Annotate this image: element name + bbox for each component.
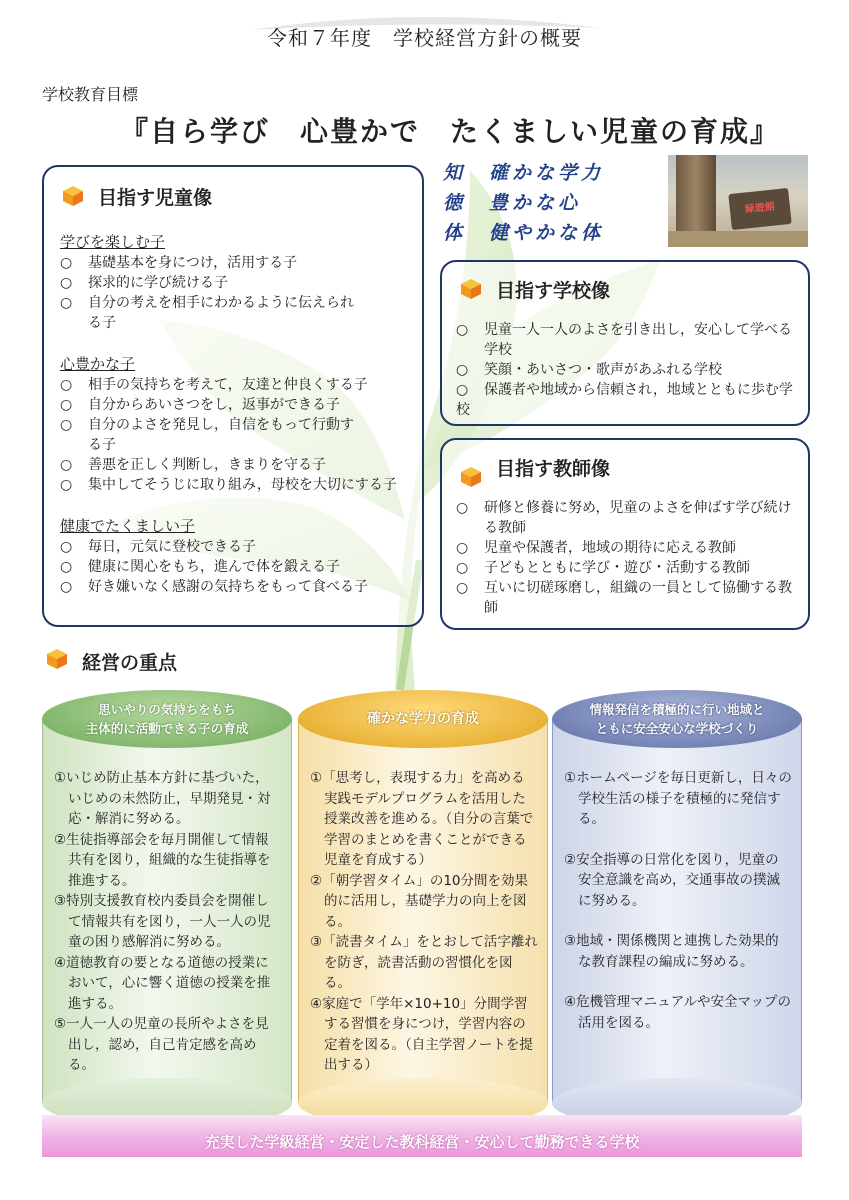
- column-items: [310, 768, 538, 1076]
- cube-icon: [62, 185, 84, 207]
- list-item: ③地域・関係機関と連携した効果的な教育課程の編成に努める。: [564, 933, 779, 970]
- bullet-icon: ○: [456, 580, 469, 596]
- list-item: [456, 558, 798, 578]
- list-item: [60, 537, 416, 557]
- bullet-icon: ○: [60, 275, 73, 291]
- bullet-icon: ○: [60, 295, 73, 311]
- bullet-icon: ○: [60, 477, 73, 493]
- list-item: [60, 475, 418, 495]
- virtue-key: 徳: [443, 192, 467, 214]
- column-items: [564, 768, 792, 1033]
- column-heading: [552, 690, 802, 748]
- column-heading-text: 確かな学力の育成: [367, 710, 479, 727]
- item-text: 互いに切磋琢磨し，組織の一員として協働する教師: [484, 580, 792, 616]
- item-text: 探求的に学び続ける子: [88, 275, 228, 291]
- bullet-icon: ○: [60, 397, 73, 413]
- footer-banner: [42, 1115, 802, 1157]
- column-heading-text: 情報発信を積極的に行い地域と ともに安全安心な学校づくり: [589, 702, 765, 736]
- item-text: 基礎基本を身につけ，活用する子: [88, 255, 298, 271]
- bullet-icon: ○: [60, 579, 73, 595]
- column-heading: [42, 690, 292, 748]
- list-item: [60, 415, 363, 455]
- list-item: ③「読書タイム」をとおして活字離れを防ぎ，読書活動の習慣化を図る。: [310, 934, 538, 991]
- student-groups: [60, 231, 416, 597]
- list-item: [456, 578, 798, 618]
- bullet-icon: ○: [456, 362, 469, 378]
- bullet-icon: ○: [456, 560, 469, 576]
- bullet-icon: ○: [456, 382, 469, 398]
- school-photo: [668, 155, 808, 247]
- virtue-list: [443, 158, 604, 248]
- cube-icon: [460, 278, 482, 300]
- list-item: [456, 498, 798, 538]
- footer-text: 充実した学級経営・安定した教科経営・安心して勤務できる学校: [204, 1133, 640, 1151]
- focus-column-3: [552, 690, 802, 1128]
- virtue-text: 豊かな心: [489, 192, 582, 214]
- item-text: 保護者や地域から信頼され，地域とともに歩む学校: [456, 382, 793, 418]
- bullet-icon: ○: [60, 377, 73, 393]
- list-item: [60, 293, 358, 333]
- item-text: 毎日，元気に登校できる子: [88, 539, 256, 555]
- school-items: [456, 320, 798, 420]
- list-item: ①「思考し，表現する力」を高める実践モデルプログラムを活用した授業改善を進める。（自分の言葉で学習のまとめを書くことができる児童を育成する）: [310, 770, 534, 868]
- focus-column-1: [42, 690, 292, 1128]
- bullet-icon: ○: [456, 500, 469, 516]
- bullet-icon: ○: [60, 457, 73, 473]
- virtue-key: 体: [443, 222, 467, 244]
- item-text: 相手の気持ちを考えて，友達と仲良くする子: [88, 377, 368, 393]
- sign-board: [728, 188, 791, 230]
- bullet-icon: ○: [456, 540, 469, 556]
- list-item: ④道徳教育の要となる道徳の授業において，心に響く道徳の授業を推進する。: [54, 954, 271, 1012]
- group-title: 心豊かな子: [60, 355, 136, 373]
- student-panel: [42, 165, 424, 627]
- list-item: ①ホームページを毎日更新し，日々の学校生活の様子を積極的に発信する。: [564, 770, 792, 827]
- list-item: [60, 273, 416, 293]
- list-item: ⑤一人一人の児童の長所やよさを見出し，認め，自己肯定感を高める。: [54, 1016, 269, 1073]
- page-title: 令和７年度 学校経営方針の概要: [267, 26, 582, 50]
- cube-icon: [460, 466, 482, 488]
- teacher-items: [456, 498, 798, 618]
- column-items: [54, 768, 282, 1076]
- bullet-icon: ○: [60, 255, 73, 271]
- list-item: ④家庭で「学年×10+10」分間学習する習慣を身につけ，学習内容の定着を図る。（自主学習ノートを提出する）: [310, 995, 533, 1073]
- sign-text: 緑遊館: [744, 201, 776, 216]
- bullet-icon: ○: [456, 322, 469, 338]
- list-item: [456, 320, 798, 360]
- virtue-text: 健やかな体: [489, 222, 605, 244]
- column-heading: [298, 690, 548, 748]
- list-item: ③特別支援教育校内委員会を開催して情報共有を図り，一人一人の児童の困り感解消に努める。: [54, 893, 271, 950]
- group-title: 学びを楽しむ子: [60, 233, 166, 251]
- item-text: 好き嫌いなく感謝の気持ちをもって食べる子: [88, 579, 368, 595]
- bullet-icon: ○: [60, 539, 73, 555]
- item-text: 自分からあいさつをし，返事ができる子: [88, 397, 340, 413]
- list-item: ②安全指導の日常化を図り，児童の安全意識を高め，交通事故の撲滅に努める。: [564, 851, 780, 909]
- cube-icon: [46, 648, 68, 670]
- school-panel: [440, 260, 810, 426]
- item-text: 健康に関心をもち，進んで体を鍛える子: [88, 559, 340, 575]
- list-item: [456, 538, 798, 558]
- list-item: [60, 375, 416, 395]
- list-item: [456, 360, 798, 380]
- column-heading-text: 思いやりの気持ちをもち 主体的に活動できる子の育成: [85, 702, 249, 736]
- ground: [668, 231, 808, 247]
- teacher-panel-title: 目指す教師像: [496, 458, 611, 480]
- student-panel-title: 目指す児童像: [98, 187, 213, 209]
- list-item: [60, 455, 416, 475]
- list-item: [60, 253, 416, 273]
- list-item: ④危機管理マニュアルや安全マップの活用を図る。: [564, 994, 792, 1031]
- virtue-item: [443, 158, 604, 188]
- item-text: 集中してそうじに取り組み，母校を大切にする子: [88, 477, 397, 493]
- item-text: 善悪を正しく判断し，きまりを守る子: [88, 457, 326, 473]
- item-text: 児童や保護者，地域の期待に応える教師: [484, 540, 736, 556]
- list-item: ②「朝学習タイム」の10分間を効果的に活用し，基礎学力の向上を図る。: [310, 872, 529, 930]
- goal-label: 学校教育目標: [42, 85, 139, 104]
- item-text: 児童一人一人のよさを引き出し，安心して学べる学校: [484, 322, 792, 358]
- item-text: 自分の考えを相手にわかるように伝えられる子: [88, 295, 354, 331]
- list-item: [60, 557, 416, 577]
- list-item: [60, 577, 416, 597]
- list-item: [456, 380, 798, 420]
- item-text: 自分のよさを発見し，自信をもって行動する子: [88, 417, 354, 453]
- virtue-item: [443, 188, 604, 218]
- item-text: 研修と修養に努め，児童のよさを伸ばす学び続ける教師: [484, 500, 792, 536]
- list-item: [60, 395, 416, 415]
- item-text: 笑顔・あいさつ・歌声があふれる学校: [484, 362, 722, 378]
- virtue-item: [443, 218, 604, 248]
- school-panel-title: 目指す学校像: [496, 280, 611, 302]
- teacher-panel: [440, 438, 810, 630]
- virtue-key: 知: [443, 162, 467, 184]
- bullet-icon: ○: [60, 417, 73, 433]
- item-text: 子どもとともに学び・遊び・活動する教師: [484, 560, 750, 576]
- focus-title: 経営の重点: [82, 652, 178, 674]
- group-title: 健康でたくましい子: [60, 517, 196, 535]
- bullet-icon: ○: [60, 559, 73, 575]
- list-item: ①いじめ防止基本方針に基づいた，いじめの未然防止，早期発見・対応・解消に努める。: [54, 770, 271, 827]
- focus-column-2: [298, 690, 548, 1128]
- list-item: ②生徒指導部会を毎月開催して情報共有を図り，組織的な生徒指導を推進する。: [54, 831, 271, 889]
- virtue-text: 確かな学力: [489, 162, 605, 184]
- school-goal: 『自ら学び 心豊かで たくましい児童の育成』: [120, 115, 781, 148]
